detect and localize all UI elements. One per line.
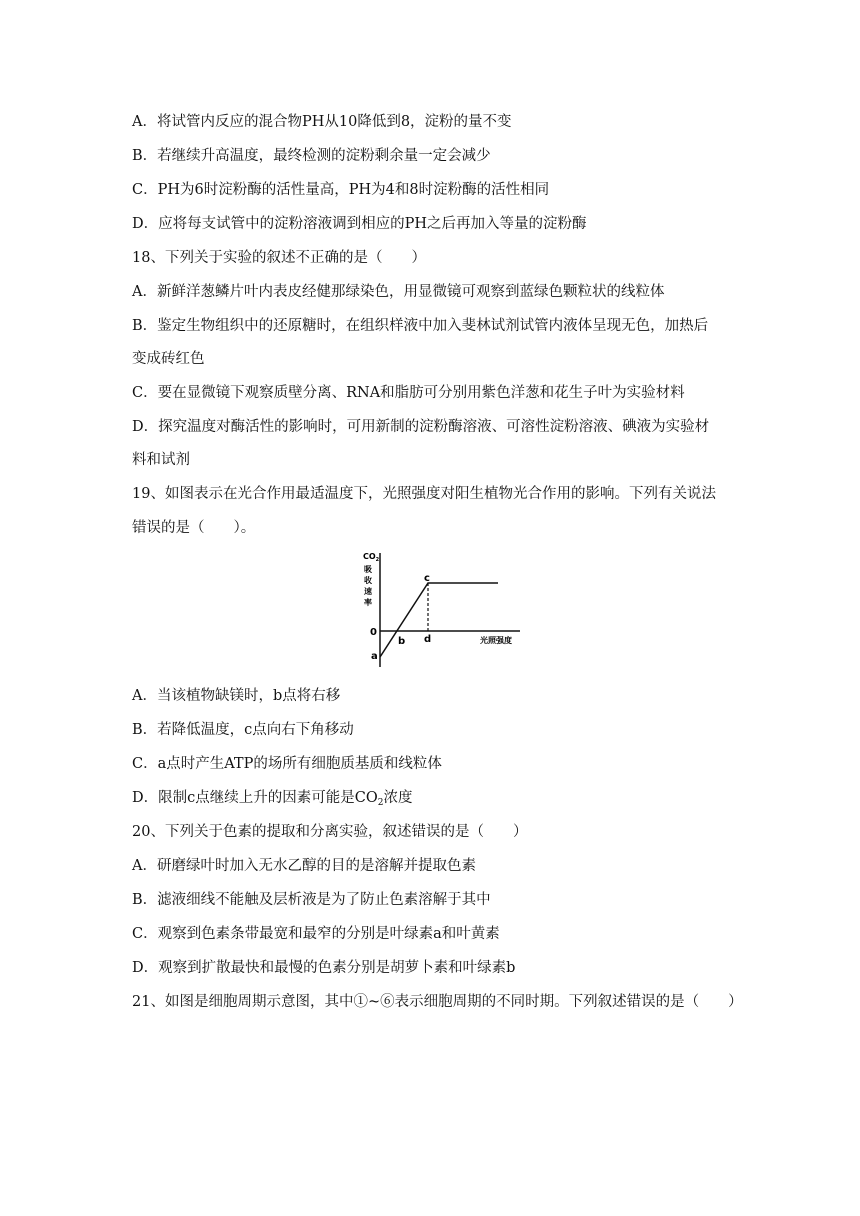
q18-option-d-cont: 料和试剂 [132,452,190,468]
q17-option-a: A．将试管内反应的混合物PH从10降低到8，淀粉的量不变 [132,114,512,130]
q18-option-b: B．鉴定生物组织中的还原糖时，在组织样液中加入斐林试剂试管内液体呈现无色，加热后 [132,318,709,334]
q20-option-b: B．滤液细线不能触及层析液是为了防止色素溶解于其中 [132,892,491,908]
q19-option-d: D．限制c点继续上升的因素可能是$CO_2$浓度 [132,790,413,808]
q20-stem: 20、下列关于色素的提取和分离实验，叙述错误的是（ ） [132,824,528,840]
q20-option-a: A．研磨绿叶时加入无水乙醇的目的是溶解并提取色素 [132,858,476,874]
q19-stem-line1: 19、如图表示在光合作用最适温度下，光照强度对阳生植物光合作用的影响。下列有关说法 [132,486,716,502]
y-axis-label: $CO_2$ [363,552,380,563]
label-c: c [424,573,430,584]
q19-option-c: C．a点时产生ATP的场所有细胞质基质和线粒体 [132,756,442,772]
label-d: d [424,634,432,645]
svg-text:吸: 吸 [364,565,372,574]
label-b: b [398,636,406,647]
q18-option-c: C．要在显微镜下观察质壁分离、RNA和脂肪可分别用紫色洋葱和花生子叶为实验材料 [132,385,685,401]
q17-option-d: D．应将每支试管中的淀粉溶液调到相应的PH之后再加入等量的淀粉酶 [132,216,587,232]
q17-option-b: B．若继续升高温度，最终检测的淀粉剩余量一定会减少 [132,148,491,164]
q19-stem-line2: 错误的是（ ）。 [132,520,256,536]
q18-option-d: D．探究温度对酶活性的影响时，可用新制的淀粉酶溶液、可溶性淀粉溶液、碘液为实验材 [132,419,710,435]
label-origin: 0 [370,627,377,638]
q18-option-b-cont: 变成砖红色 [132,351,205,367]
svg-text:率: 率 [364,598,372,607]
label-a: a [371,651,378,662]
q20-option-d: D．观察到扩散最快和最慢的色素分别是胡萝卜素和叶绿素b [132,960,516,976]
svg-text:速: 速 [364,587,372,596]
q21-stem: 21、如图是细胞周期示意图，其中①~⑥表示细胞周期的不同时期。下列叙述错误的是（ ） [132,994,743,1010]
q20-option-c: C．观察到色素条带最宽和最窄的分别是叶绿素a和叶黄素 [132,926,500,942]
x-axis-label: 光照强度 [480,636,512,645]
q17-option-c: C．PH为6时淀粉酶的活性量高，PH为4和8时淀粉酶的活性相同 [132,182,550,198]
q19-option-a: A．当该植物缺镁时，b点将右移 [132,688,341,704]
q19-option-b: B．若降低温度，c点向右下角移动 [132,722,354,738]
svg-text:收: 收 [364,576,372,585]
q18-option-a: A．新鲜洋葱鳞片叶内表皮经健那绿染色，用显微镜可观察到蓝绿色颗粒状的线粒体 [132,284,665,300]
photosynthesis-light-graph [360,545,530,670]
q18-stem: 18、下列关于实验的叙述不正确的是（ ） [132,250,426,266]
